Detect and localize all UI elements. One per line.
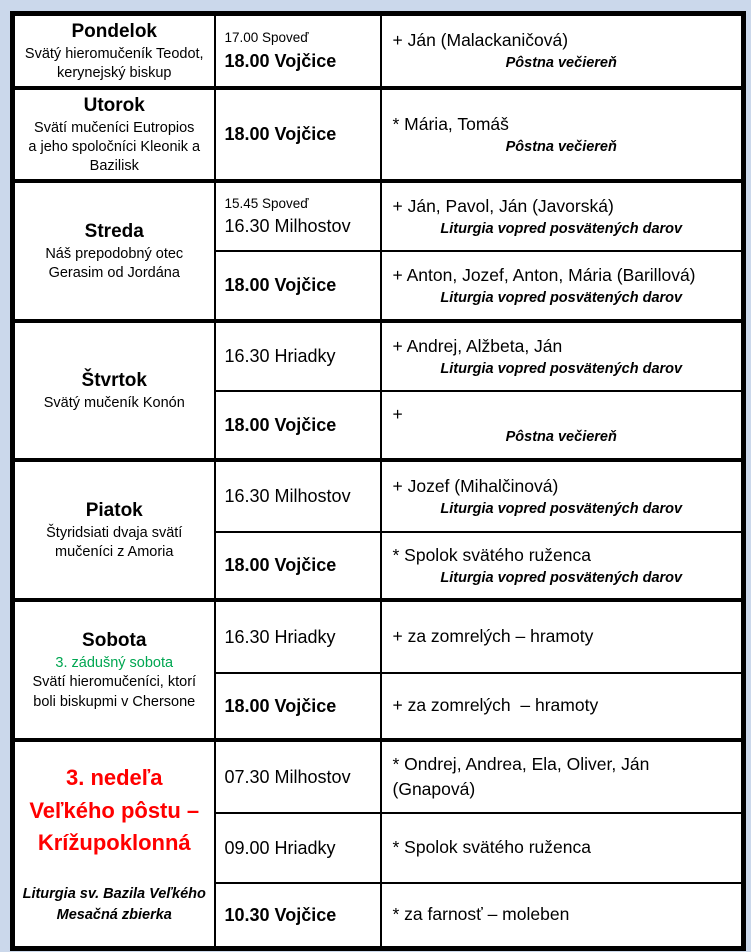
service-note: Pôstna večiereň (505, 55, 617, 72)
day-cell-streda (13, 181, 215, 321)
intention-text: + Ján (Malackaničová) (392, 30, 569, 51)
time-primary: 18.00 Vojčice (224, 414, 337, 435)
day-cell-sobota (13, 600, 215, 740)
time-cell (215, 460, 381, 532)
day-subtitle: Bazilisk (89, 157, 139, 174)
intention-text: + za zomrelých – hramoty (392, 626, 594, 647)
intention-text: * Spolok svätého ruženca (392, 837, 591, 858)
time-cell (215, 251, 381, 321)
intention-cell (381, 740, 744, 813)
sunday-collection-note: Mesačná zbierka (56, 906, 172, 923)
time-cell (215, 883, 381, 949)
day-subtitle: Svätí hieromučeníci, ktorí (32, 674, 197, 691)
intention-text: + Ján, Pavol, Ján (Javorská) (392, 195, 614, 216)
day-row (13, 321, 744, 391)
intention-cell (381, 600, 744, 673)
intention-text: + (392, 404, 403, 425)
intention-text: * Mária, Tomáš (392, 113, 509, 134)
day-cell-pondelok (13, 14, 215, 88)
intention-cell (381, 813, 744, 883)
day-row (13, 181, 744, 251)
day-group-streda (13, 181, 744, 321)
service-note: Liturgia vopred posvätených darov (440, 569, 683, 586)
sunday-title: Veľkého pôstu – (29, 797, 200, 823)
time-secondary: 15.45 Spoveď (224, 195, 309, 211)
time-primary: 18.00 Vojčice (224, 50, 337, 71)
green-feast-label: 3. zádušný sobota (55, 654, 174, 671)
day-name: Pondelok (71, 21, 157, 42)
intention-text: + Anton, Jozef, Anton, Mária (Barillová) (392, 264, 696, 285)
service-note: Pôstna večiereň (505, 138, 617, 155)
day-subtitle: Svätý hieromučeník Teodot, (24, 45, 204, 62)
time-cell (215, 14, 381, 88)
day-group-stvrtok (13, 321, 744, 460)
day-cell-stvrtok (13, 321, 215, 460)
intention-cell (381, 673, 744, 740)
day-row (13, 88, 744, 181)
service-note: Pôstna večiereň (505, 429, 617, 446)
time-primary: 16.30 Milhostov (224, 486, 351, 507)
day-subtitle: Gerasim od Jordána (48, 264, 180, 281)
day-group-pondelok (13, 14, 744, 88)
intention-cell (381, 460, 744, 532)
day-row (13, 14, 744, 88)
day-subtitle: Svätý mučeník Konón (43, 394, 185, 411)
time-cell (215, 740, 381, 813)
sunday-liturgy-note: Liturgia sv. Bazila Veľkého (22, 885, 206, 902)
intention-cell (381, 88, 744, 181)
day-group-utorok (13, 88, 744, 181)
day-subtitle: Svätí mučeníci Eutropios (34, 119, 195, 136)
day-subtitle: kerynejský biskup (57, 64, 172, 81)
time-secondary: 17.00 Spoveď (224, 30, 309, 46)
day-name: Štvrtok (81, 370, 147, 392)
time-primary: 18.00 Vojčice (224, 695, 337, 716)
intention-text: + za zomrelých – hramoty (392, 695, 599, 716)
sunday-title: Krížupoklonná (37, 830, 191, 856)
day-subtitle: boli biskupmi v Chersone (33, 693, 196, 710)
time-primary: 16.30 Hriadky (224, 626, 336, 647)
intention-cell (381, 883, 744, 949)
day-name: Streda (84, 220, 144, 242)
sunday-title: 3. nedeľa (65, 765, 163, 791)
day-subtitle: Štyridsiati dvaja svätí (46, 524, 183, 541)
intention-cell (381, 251, 744, 321)
time-cell (215, 88, 381, 181)
intention-cell (381, 14, 744, 88)
day-group-nedela (13, 740, 744, 949)
day-row (13, 740, 744, 813)
time-primary: 10.30 Vojčice (224, 905, 337, 926)
intention-text: * Spolok svätého ruženca (392, 544, 591, 565)
day-row (13, 460, 744, 532)
intention-text: + Jozef (Mihalčinová) (392, 475, 559, 496)
time-primary: 18.00 Vojčice (224, 555, 337, 576)
time-cell (215, 600, 381, 673)
day-cell-nedela (13, 740, 215, 949)
time-primary: 09.00 Hriadky (224, 837, 336, 858)
time-cell (215, 673, 381, 740)
intention-cell (381, 181, 744, 251)
day-subtitle: a jeho spoločníci Kleonik a (28, 138, 201, 155)
service-note: Liturgia vopred posvätených darov (440, 360, 683, 377)
day-name: Sobota (82, 630, 147, 652)
day-cell-piatok (13, 460, 215, 600)
time-cell (215, 321, 381, 391)
intention-text: * Ondrej, Andrea, Ela, Oliver, Ján (Gnapová) (392, 753, 655, 799)
time-primary: 18.00 Vojčice (224, 275, 337, 296)
intention-cell (381, 321, 744, 391)
intention-text: + Andrej, Alžbeta, Ján (392, 335, 563, 356)
liturgical-schedule-table (10, 11, 746, 951)
day-name: Utorok (83, 94, 145, 116)
day-group-piatok (13, 460, 744, 600)
intention-cell (381, 391, 744, 460)
time-cell (215, 532, 381, 600)
service-note: Liturgia vopred posvätených darov (440, 289, 683, 306)
time-primary: 07.30 Milhostov (224, 766, 351, 787)
intention-text: * za farnosť – moleben (392, 904, 570, 925)
day-group-sobota (13, 600, 744, 740)
time-primary: 18.00 Vojčice (224, 124, 337, 145)
time-primary: 16.30 Hriadky (224, 346, 336, 367)
service-note: Liturgia vopred posvätených darov (440, 500, 683, 517)
service-note: Liturgia vopred posvätených darov (440, 220, 683, 237)
day-subtitle: mučeníci z Amoria (55, 543, 174, 560)
day-subtitle: Náš prepodobný otec (45, 245, 184, 262)
day-cell-utorok (13, 88, 215, 181)
time-cell (215, 181, 381, 251)
intention-cell (381, 532, 744, 600)
time-cell (215, 391, 381, 460)
day-row (13, 600, 744, 673)
time-cell (215, 813, 381, 883)
day-name: Piatok (85, 499, 143, 521)
time-primary: 16.30 Milhostov (224, 216, 351, 237)
